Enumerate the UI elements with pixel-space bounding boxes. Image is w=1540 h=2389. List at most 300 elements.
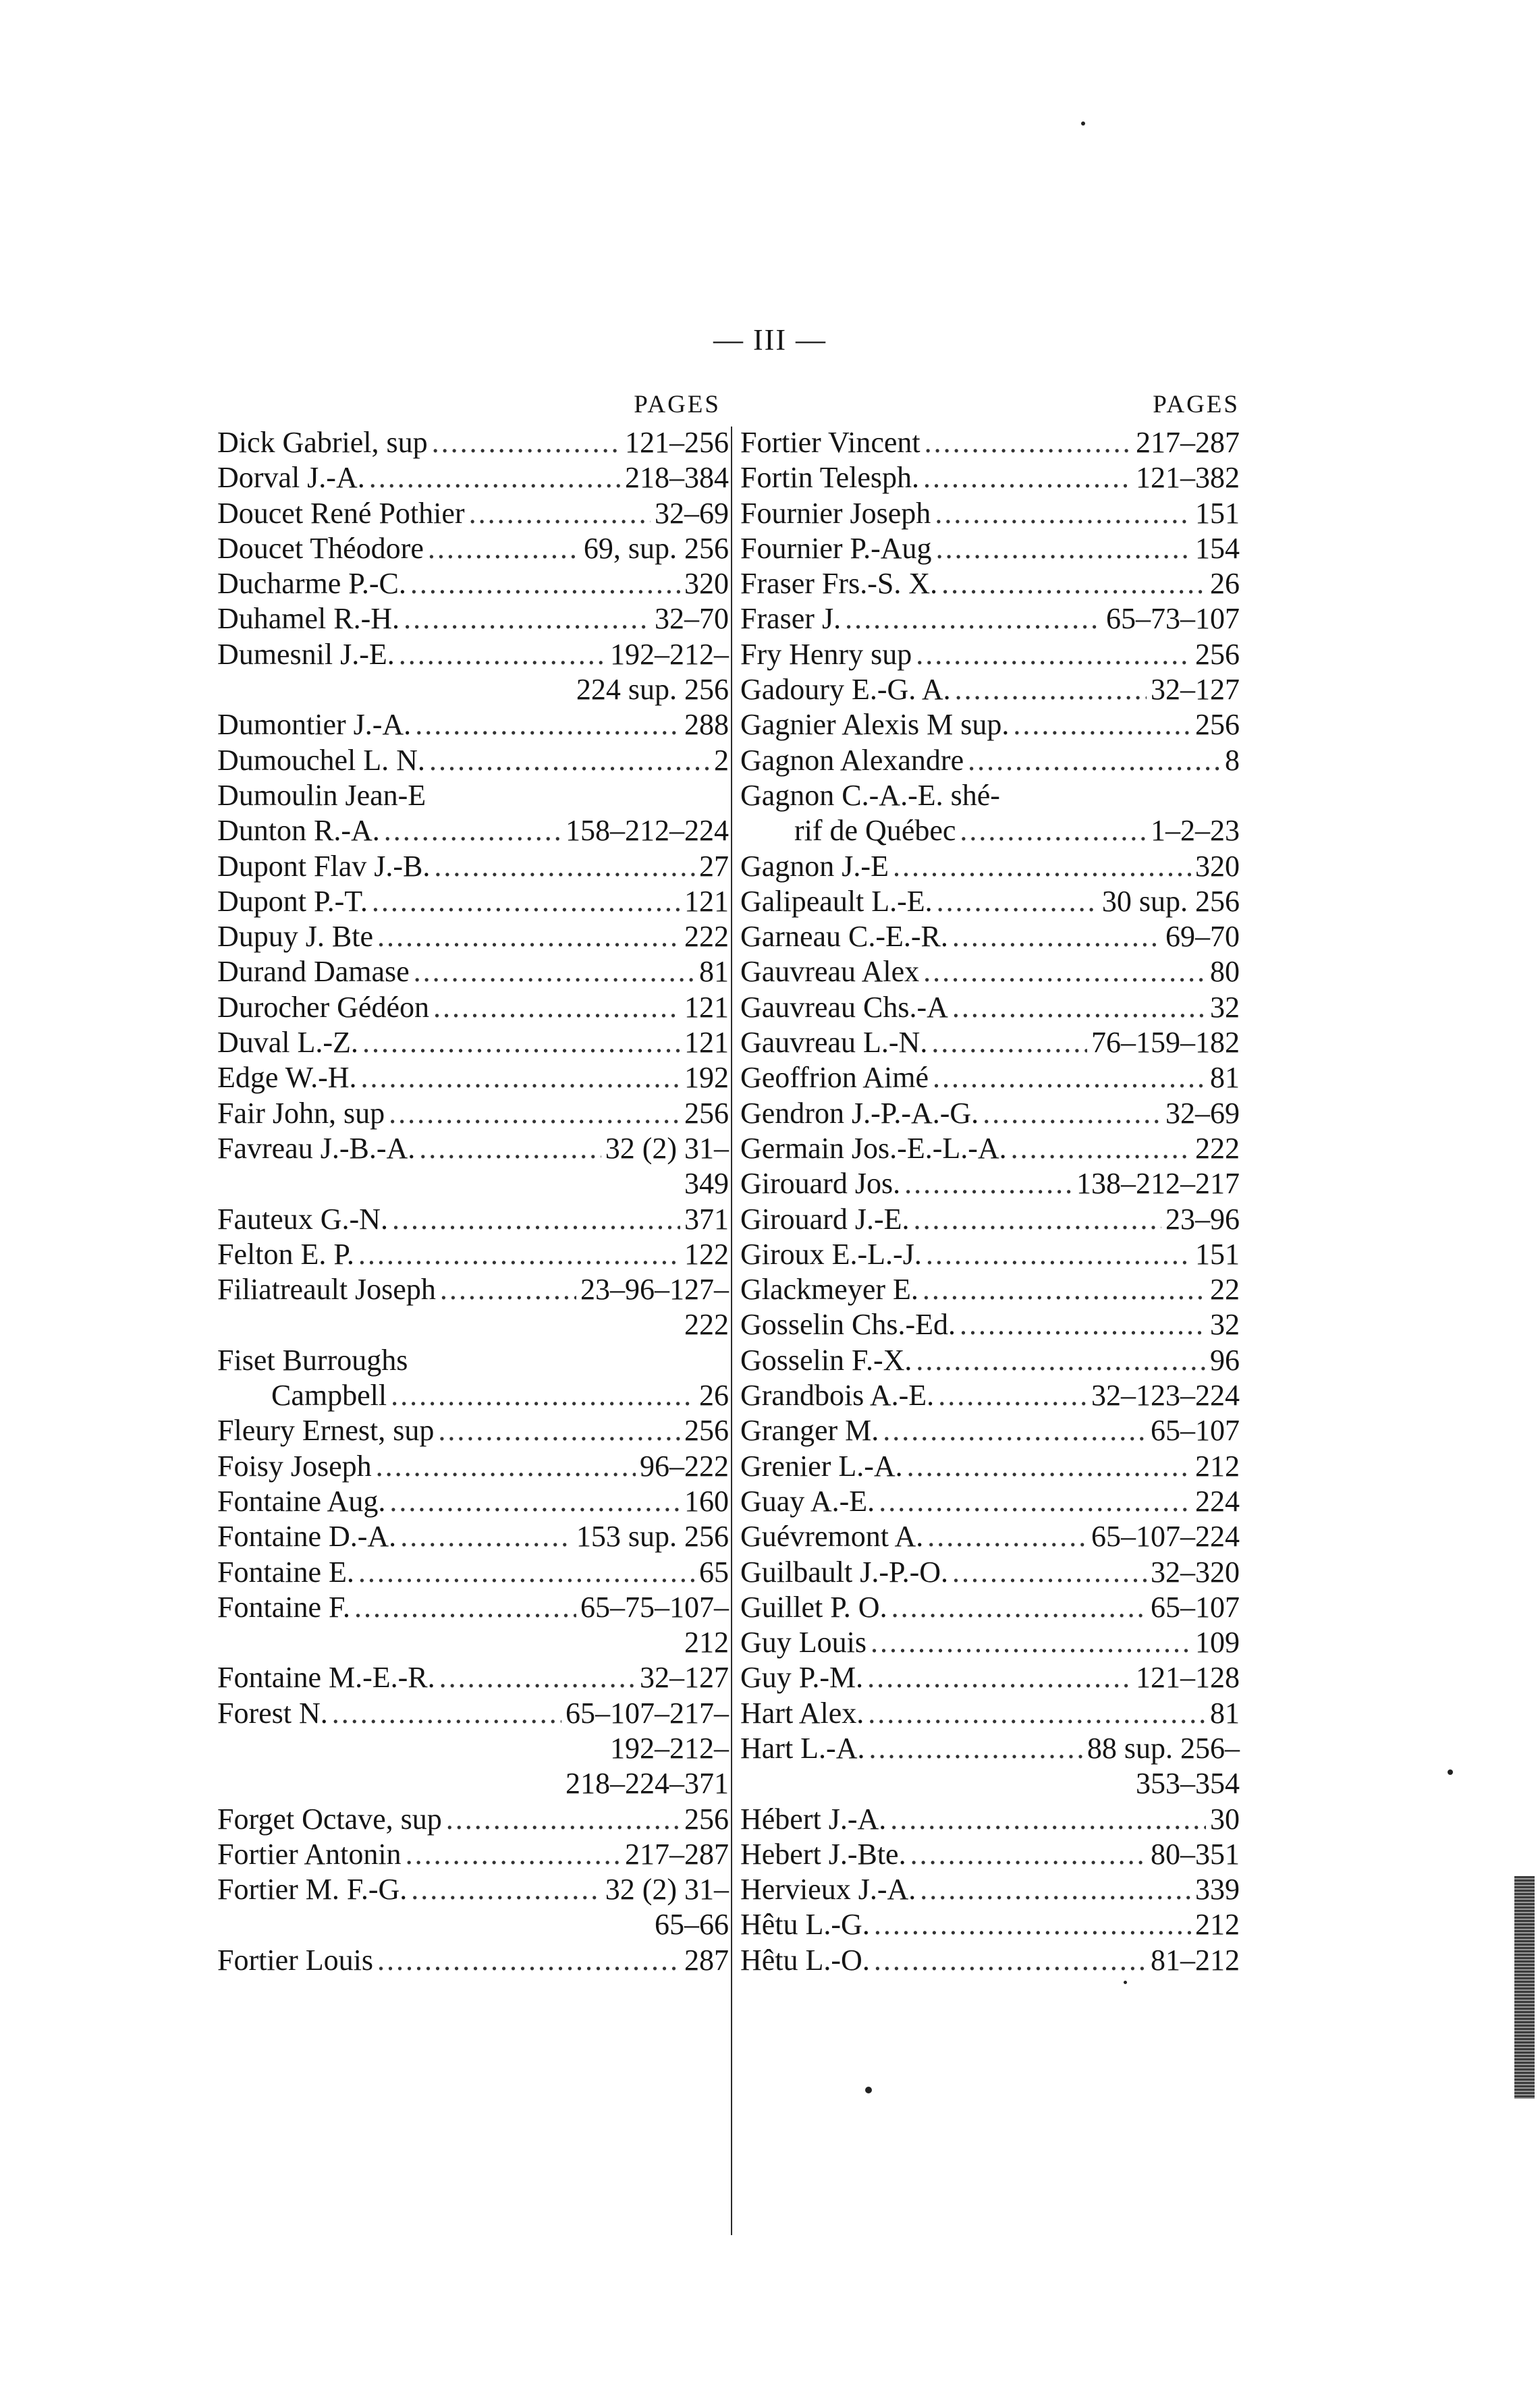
dot-leader: [392, 1202, 680, 1237]
entry-name: Glackmeyer E.: [740, 1273, 918, 1307]
entry-name: Grandbois A.-E.: [740, 1379, 935, 1412]
index-entry: [740, 496, 1240, 531]
index-entry: [217, 1484, 729, 1519]
index-entry: [740, 813, 1240, 848]
entry-pages: 32–70: [655, 602, 729, 636]
entry-pages: 23–96: [1165, 1202, 1240, 1236]
entry-pages: 192: [684, 1061, 729, 1095]
dot-leader: [358, 1237, 680, 1272]
entry-pages: 22: [1210, 1273, 1240, 1307]
index-entry: [217, 1237, 729, 1272]
dot-leader: [404, 601, 651, 636]
entry-pages: 353–354: [1136, 1767, 1240, 1801]
index-entry: [740, 1025, 1240, 1060]
index-entry: [740, 1484, 1240, 1519]
entry-pages: 349: [684, 1167, 729, 1201]
entry-pages: 256: [684, 1802, 729, 1836]
entry-pages: 256: [1195, 637, 1240, 671]
page-number: — III —: [713, 323, 827, 356]
entry-name: Gosselin Chs.-Ed.: [740, 1308, 956, 1342]
index-entry: [217, 1413, 729, 1448]
index-entry: [217, 460, 729, 495]
entry-pages: 32–69: [655, 496, 729, 530]
entry-pages: 288: [684, 708, 729, 742]
entry-pages: 96–222: [640, 1449, 729, 1483]
index-entry: [217, 1731, 729, 1766]
entry-name: Dumesnil J.-E.: [217, 637, 395, 671]
entry-name: Dumontier J.-A.: [217, 708, 412, 742]
entry-pages: 224: [1195, 1484, 1240, 1518]
entry-pages: 320: [684, 567, 729, 601]
entry-name: Fraser J.: [740, 602, 842, 636]
column-divider: [731, 427, 732, 2235]
dot-leader: [891, 1590, 1147, 1625]
dot-leader: [389, 1096, 680, 1131]
index-entry: [740, 1519, 1240, 1554]
entry-pages: 1–2–23: [1151, 814, 1240, 848]
index-entry: [740, 1413, 1240, 1448]
pages-header-right: PAGES: [1153, 391, 1240, 418]
index-entry: [217, 849, 729, 884]
index-entry: [217, 531, 729, 566]
index-entry: [217, 1766, 729, 1801]
dot-leader: [916, 637, 1191, 672]
entry-name: Dupont P.-T.: [217, 884, 368, 918]
dot-leader: [925, 425, 1132, 460]
entry-name: Dunton R.-A.: [217, 814, 380, 848]
index-entry: [740, 884, 1240, 919]
entry-pages: 371: [684, 1202, 729, 1236]
entry-pages: 30: [1210, 1802, 1240, 1836]
entry-pages: 339: [1195, 1873, 1240, 1906]
dot-leader: [446, 1802, 680, 1837]
entry-name: Garneau C.-E.-R.: [740, 920, 948, 954]
entry-pages: 32–69: [1165, 1096, 1240, 1130]
dot-leader: [874, 1943, 1147, 1978]
index-entry: [217, 496, 729, 531]
entry-name: Fontaine D.-A.: [217, 1520, 397, 1554]
entry-pages: 65–73–107: [1106, 602, 1240, 636]
dot-leader: [938, 1378, 1087, 1413]
index-entry: [217, 1802, 729, 1837]
entry-name: Durand Damase: [217, 955, 410, 989]
dot-leader: [952, 1555, 1147, 1590]
index-entry: [217, 884, 729, 919]
index-list-right: [740, 425, 1240, 1978]
index-entry: [217, 990, 729, 1025]
entry-pages: 96: [1210, 1343, 1240, 1377]
dot-leader: [869, 1731, 1083, 1766]
entry-name: Hebert J.-Bte.: [740, 1837, 906, 1871]
dot-leader: [893, 849, 1191, 884]
dot-leader: [937, 884, 1098, 919]
index-entry: [217, 813, 729, 848]
entry-pages: 121: [684, 1026, 729, 1060]
dot-leader: [429, 743, 710, 778]
dot-leader: [871, 1625, 1191, 1660]
entry-pages: 256: [1195, 708, 1240, 742]
index-entry: [217, 566, 729, 601]
dot-leader: [1013, 707, 1191, 742]
entry-name: Fournier P.-Aug: [740, 531, 932, 565]
entry-pages: 65–107–217–: [566, 1696, 729, 1730]
entry-name: Girouard J.-E.: [740, 1202, 910, 1236]
entry-name: Guilbault J.-P.-O.: [740, 1555, 948, 1589]
dot-leader: [868, 1696, 1206, 1731]
entry-name: Dumouchel L. N.: [217, 743, 425, 777]
dot-leader: [907, 1449, 1191, 1484]
entry-pages: 32: [1210, 1308, 1240, 1342]
dot-leader: [923, 954, 1206, 989]
entry-name: Fournier Joseph: [740, 496, 931, 530]
dot-leader: [933, 1060, 1206, 1095]
index-entry: [217, 1872, 729, 1907]
dot-leader: [941, 566, 1206, 601]
index-entry: [740, 954, 1240, 989]
entry-pages: 217–287: [1136, 426, 1240, 459]
index-entry: [740, 637, 1240, 672]
index-entry: [740, 1660, 1240, 1695]
entry-pages: 32–127: [640, 1661, 729, 1695]
entry-pages: 151: [1195, 1237, 1240, 1271]
index-entry: [740, 460, 1240, 495]
dot-leader: [415, 707, 680, 742]
dot-leader: [931, 1025, 1087, 1060]
dot-leader: [916, 1343, 1206, 1378]
index-entry: [740, 1802, 1240, 1837]
entry-pages: 256: [684, 1414, 729, 1448]
dot-leader: [890, 1802, 1206, 1837]
index-entry: [740, 1166, 1240, 1201]
entry-name: Giroux E.-L.-J.: [740, 1237, 922, 1271]
dot-leader: [904, 1166, 1072, 1201]
dot-leader: [960, 1307, 1206, 1342]
index-entry: [740, 990, 1240, 1025]
entry-name: Hêtu L.-O.: [740, 1943, 870, 1977]
dot-leader: [936, 531, 1191, 566]
index-entry: [740, 425, 1240, 460]
entry-pages: 81: [699, 955, 729, 989]
index-entry: [217, 1131, 729, 1166]
entry-name: Gosselin F.-X.: [740, 1343, 912, 1377]
dot-leader: [377, 1943, 680, 1978]
index-entry: [740, 1837, 1240, 1872]
index-entry: [740, 1590, 1240, 1625]
entry-name: Gagnon C.-A.-E. shé-: [740, 778, 1000, 812]
entry-pages: 81–212: [1151, 1943, 1240, 1977]
dot-leader: [358, 1555, 695, 1590]
index-entry: [740, 778, 1240, 813]
dot-leader: [952, 990, 1206, 1025]
index-entry: [217, 1272, 729, 1307]
entry-name: Fontaine E.: [217, 1555, 354, 1589]
entry-name: Gauvreau Alex: [740, 955, 920, 989]
entry-pages: 224 sup. 256: [576, 673, 729, 707]
entry-name: Hart L.-A.: [740, 1731, 865, 1765]
index-entry: [217, 1202, 729, 1237]
entry-pages: 192–212–: [610, 637, 729, 671]
entry-name: Hêtu L.-G.: [740, 1908, 870, 1942]
index-entry: [217, 1519, 729, 1554]
index-entry: [740, 849, 1240, 884]
index-entry: [217, 1837, 729, 1872]
dot-leader: [926, 1237, 1191, 1272]
dot-leader: [433, 990, 680, 1025]
entry-pages: 154: [1195, 531, 1240, 565]
entry-name: Guy P.-M.: [740, 1661, 864, 1695]
index-entry: [740, 1272, 1240, 1307]
entry-name: Dumoulin Jean-E: [217, 778, 427, 812]
ink-speck: [1124, 1981, 1127, 1984]
index-entry: [217, 1060, 729, 1095]
entry-name: Dupuy J. Bte: [217, 920, 373, 954]
entry-pages: 218–384: [625, 461, 729, 495]
entry-name: Durocher Gédéon: [217, 990, 429, 1024]
index-entry: [740, 531, 1240, 566]
dot-leader: [927, 1519, 1087, 1554]
dot-leader: [419, 1131, 601, 1166]
entry-pages: 32 (2) 31–: [605, 1131, 729, 1165]
entry-pages: 121–256: [625, 426, 729, 459]
entry-pages: 69–70: [1165, 920, 1240, 954]
index-entry: [740, 919, 1240, 954]
entry-pages: 212: [684, 1626, 729, 1659]
entry-name: Hervieux J.-A.: [740, 1873, 916, 1906]
entry-name: Guévremont A.: [740, 1520, 924, 1554]
index-entry: [217, 425, 729, 460]
index-entry: [740, 672, 1240, 707]
index-list-left: [217, 425, 729, 1978]
entry-name: Dorval J.-A.: [217, 461, 365, 495]
entry-pages: 138–212–217: [1076, 1167, 1240, 1201]
entry-name: Fontaine F.: [217, 1590, 350, 1624]
entry-pages: 81: [1210, 1061, 1240, 1095]
dot-leader: [874, 1907, 1191, 1942]
dot-leader: [391, 1378, 695, 1413]
entry-name: Gagnon Alexandre: [740, 743, 964, 777]
entry-pages: 256: [684, 1096, 729, 1130]
entry-name: Forest N.: [217, 1696, 328, 1730]
entry-pages: 69, sup. 256: [583, 531, 729, 565]
index-entry: [740, 1378, 1240, 1413]
entry-pages: 65–66: [655, 1908, 729, 1942]
entry-name: Foisy Joseph: [217, 1449, 372, 1483]
entry-name: Fry Henry sup: [740, 637, 912, 671]
entry-name: Duhamel R.-H.: [217, 602, 400, 636]
entry-pages: 2: [714, 743, 729, 777]
dot-leader: [439, 1660, 636, 1695]
entry-name: Fair John, sup: [217, 1096, 385, 1130]
dot-leader: [372, 884, 680, 919]
entry-pages: 80: [1210, 955, 1240, 989]
dot-leader: [867, 1660, 1132, 1695]
dot-leader: [883, 1413, 1147, 1448]
entry-pages: 32: [1210, 990, 1240, 1024]
index-entry: [740, 1096, 1240, 1131]
entry-name: Dick Gabriel, sup: [217, 426, 428, 459]
dot-leader: [384, 813, 561, 848]
index-entry: [217, 1343, 729, 1378]
dot-leader: [920, 1872, 1191, 1907]
entry-pages: 217–287: [625, 1837, 729, 1871]
index-entry: [740, 1131, 1240, 1166]
index-entry: [740, 1202, 1240, 1237]
entry-name: Doucet René Pothier: [217, 496, 465, 530]
entry-name: Ducharme P.-C.: [217, 567, 406, 601]
entry-name: Fontaine Aug.: [217, 1484, 386, 1518]
entry-name: Doucet Théodore: [217, 531, 424, 565]
index-entry: [740, 1237, 1240, 1272]
entry-name: Girouard Jos.: [740, 1167, 901, 1201]
dot-leader: [955, 672, 1147, 707]
entry-name: rif de Québec: [794, 814, 956, 848]
entry-pages: 222: [684, 920, 729, 954]
entry-name: Fortin Telesph.: [740, 461, 919, 495]
entry-name: Geoffrion Aimé: [740, 1061, 929, 1095]
index-entry: [217, 1943, 729, 1978]
entry-pages: 160: [684, 1484, 729, 1518]
entry-pages: 222: [1195, 1131, 1240, 1165]
index-entry: [740, 1907, 1240, 1942]
entry-pages: 222: [684, 1308, 729, 1342]
index-entry: [217, 1096, 729, 1131]
entry-name: Hart Alex.: [740, 1696, 864, 1730]
dot-leader: [369, 460, 621, 495]
entry-pages: 32 (2) 31–: [605, 1873, 729, 1906]
dot-leader: [414, 954, 695, 989]
dot-leader: [434, 849, 695, 884]
index-column-left: [217, 385, 729, 1978]
entry-name: Gauvreau L.-N.: [740, 1026, 928, 1060]
index-entry: [217, 954, 729, 989]
dot-leader: [923, 1272, 1206, 1307]
dot-leader: [406, 1837, 621, 1872]
dot-leader: [428, 531, 580, 566]
index-entry: [217, 1590, 729, 1625]
entry-pages: 121–382: [1136, 461, 1240, 495]
index-entry: [740, 1766, 1240, 1801]
index-entry: [740, 1696, 1240, 1731]
entry-name: Fiset Burroughs: [217, 1343, 408, 1377]
dot-leader: [968, 743, 1221, 778]
index-entry: [217, 1555, 729, 1590]
index-entry: [217, 601, 729, 636]
index-entry: [217, 1025, 729, 1060]
index-entry: [740, 1625, 1240, 1660]
ink-speck: [1081, 121, 1085, 126]
entry-pages: 109: [1195, 1626, 1240, 1659]
index-entry: [217, 707, 729, 742]
entry-pages: 121: [684, 990, 729, 1024]
entry-pages: 8: [1225, 743, 1240, 777]
entry-name: Favreau J.-B.-A.: [217, 1131, 416, 1165]
index-entry: [217, 1307, 729, 1342]
dot-leader: [879, 1484, 1191, 1519]
entry-name: Fortier M. F.-G.: [217, 1873, 408, 1906]
index-entry: [740, 1343, 1240, 1378]
dot-leader: [440, 1272, 576, 1307]
index-entry: [740, 1307, 1240, 1342]
entry-pages: 65–107–224: [1091, 1520, 1240, 1554]
entry-pages: 81: [1210, 1696, 1240, 1730]
pages-header-left: PAGES: [634, 391, 721, 418]
entry-pages: 192–212–: [610, 1731, 729, 1765]
entry-pages: 30 sup. 256: [1101, 884, 1240, 918]
entry-pages: 27: [699, 849, 729, 883]
entry-pages: 65–107: [1151, 1590, 1240, 1624]
entry-pages: 153 sup. 256: [576, 1520, 729, 1554]
entry-name: Felton E. P.: [217, 1237, 354, 1271]
index-entry: [740, 1060, 1240, 1095]
entry-name: Fortier Louis: [217, 1943, 373, 1977]
index-entry: [740, 1943, 1240, 1978]
entry-name: Guillet P. O.: [740, 1590, 887, 1624]
index-entry: [740, 1872, 1240, 1907]
entry-name: Filiatreault Joseph: [217, 1273, 436, 1307]
dot-leader: [362, 1025, 680, 1060]
index-entry: [217, 1449, 729, 1484]
dot-leader: [1011, 1131, 1191, 1166]
entry-pages: 32–320: [1151, 1555, 1240, 1589]
entry-name: Fleury Ernest, sup: [217, 1414, 435, 1448]
dot-leader: [354, 1590, 576, 1625]
index-entry: [217, 1166, 729, 1201]
entry-pages: 65–75–107–: [580, 1590, 729, 1624]
entry-pages: 212: [1195, 1908, 1240, 1942]
dot-leader: [845, 601, 1102, 636]
ink-speck: [1448, 1769, 1453, 1775]
dot-leader: [411, 1872, 601, 1907]
entry-pages: 88 sup. 256–: [1087, 1731, 1240, 1765]
entry-name: Dupont Flav J.-B.: [217, 849, 431, 883]
entry-pages: 26: [1210, 567, 1240, 601]
entry-pages: 122: [684, 1237, 729, 1271]
entry-pages: 32–127: [1151, 673, 1240, 707]
entry-pages: 218–224–371: [566, 1767, 729, 1801]
entry-name: Guay A.-E.: [740, 1484, 875, 1518]
dot-leader: [377, 919, 680, 954]
entry-name: Gagnier Alexis M sup.: [740, 708, 1010, 742]
dot-leader: [960, 813, 1147, 848]
index-entry: [217, 1625, 729, 1660]
dot-leader: [389, 1484, 680, 1519]
index-entry: [217, 1660, 729, 1695]
index-entry: [217, 919, 729, 954]
dot-leader: [332, 1696, 561, 1731]
index-entry: [740, 1449, 1240, 1484]
index-entry: [217, 1378, 729, 1413]
index-entry: [740, 601, 1240, 636]
index-entry: [217, 743, 729, 778]
entry-name: Forget Octave, sup: [217, 1802, 442, 1836]
entry-name: Gauvreau Chs.-A: [740, 990, 948, 1024]
index-column-right: [740, 385, 1240, 1978]
entry-name: Hébert J.-A.: [740, 1802, 887, 1836]
dot-leader: [923, 460, 1132, 495]
dot-leader: [376, 1449, 636, 1484]
index-entry: [217, 672, 729, 707]
entry-name: Fortier Vincent: [740, 426, 920, 459]
entry-name: Germain Jos.-E.-L.-A.: [740, 1131, 1007, 1165]
entry-name: Fraser Frs.-S. X.: [740, 567, 938, 601]
dot-leader: [469, 496, 651, 531]
entry-name: Gendron J.-P.-A.-G.: [740, 1096, 979, 1130]
entry-pages: 320: [1195, 849, 1240, 883]
dot-leader: [400, 1519, 572, 1554]
entry-pages: 121–128: [1136, 1661, 1240, 1695]
entry-name: Fontaine M.-E.-R.: [217, 1661, 435, 1695]
dot-leader: [410, 566, 680, 601]
